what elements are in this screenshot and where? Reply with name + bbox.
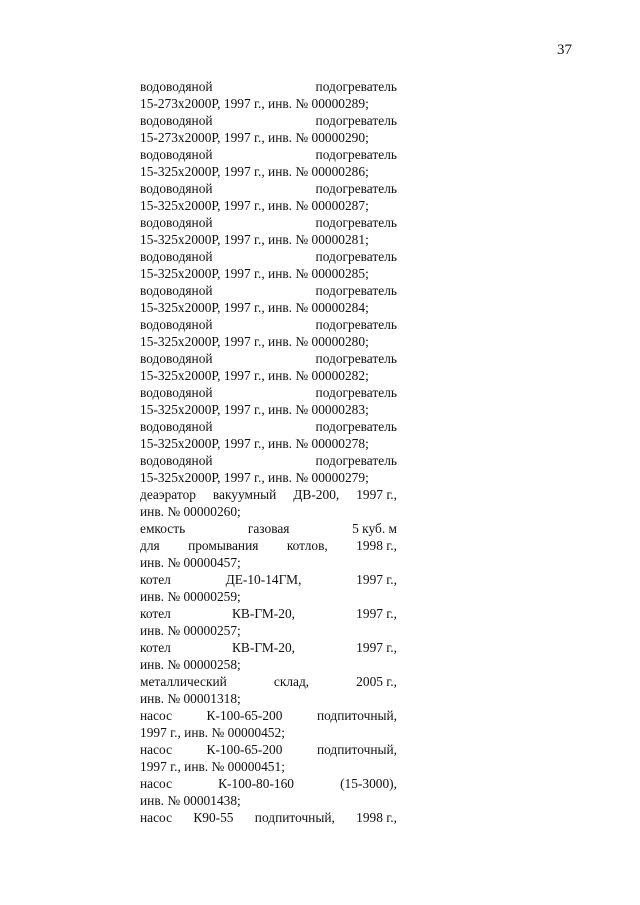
- entry-word: водоводяной: [140, 317, 213, 332]
- entry-last-line: инв. № 00001438;: [140, 793, 241, 808]
- entry-justified-line: [140, 282, 397, 299]
- entry-word: металлический: [140, 674, 227, 689]
- entry-word: подогреватель: [315, 419, 397, 434]
- entry-word: подпиточный,: [254, 810, 335, 825]
- entry-last-line: инв. № 00000260;: [140, 504, 241, 519]
- inventory-entry: [140, 78, 397, 112]
- entry-word: 1997 г.,: [356, 487, 397, 502]
- inventory-entry: [140, 571, 397, 605]
- entry-word: деаэратор: [140, 487, 196, 502]
- inventory-entry: [140, 350, 397, 384]
- entry-last-line: инв. № 00000257;: [140, 623, 241, 638]
- entry-last-line: инв. № 00001318;: [140, 691, 241, 706]
- inventory-entry: [140, 605, 397, 639]
- entry-justified-line: [140, 146, 397, 163]
- entry-word: водоводяной: [140, 113, 213, 128]
- entry-last-line: инв. № 00000457;: [140, 555, 241, 570]
- entry-last-line: инв. № 00000259;: [140, 589, 241, 604]
- inventory-list: [140, 78, 397, 826]
- entry-word: водоводяной: [140, 385, 213, 400]
- entry-last-line: 15-325х2000Р, 1997 г., инв. № 00000284;: [140, 300, 369, 315]
- entry-word: 2005 г.,: [356, 674, 397, 689]
- entry-word: 1997 г.,: [356, 572, 397, 587]
- entry-word: 5 куб. м: [352, 521, 397, 536]
- entry-justified-line: [140, 316, 397, 333]
- entry-justified-line: [140, 384, 397, 401]
- inventory-entry: [140, 809, 397, 826]
- entry-word: К-100-65-200: [206, 708, 283, 723]
- entry-word: ДЕ-10-14ГМ,: [225, 572, 302, 587]
- entry-word: подпиточный,: [316, 742, 397, 757]
- entry-word: емкость: [140, 521, 186, 536]
- page-number: 37: [557, 42, 572, 58]
- entry-word: 1998 г.,: [356, 810, 397, 825]
- inventory-entry: [140, 520, 397, 571]
- entry-word: 1997 г.,: [356, 606, 397, 621]
- entry-justified-line: [140, 486, 397, 503]
- entry-word: водоводяной: [140, 181, 213, 196]
- entry-justified-line: [140, 775, 397, 792]
- entry-word: водоводяной: [140, 351, 213, 366]
- entry-word: подогреватель: [315, 385, 397, 400]
- entry-word: К-100-80-160: [218, 776, 294, 791]
- inventory-entry: [140, 384, 397, 418]
- inventory-entry: [140, 316, 397, 350]
- entry-word: водоводяной: [140, 283, 213, 298]
- inventory-entry: [140, 775, 397, 809]
- entry-justified-line: [140, 673, 397, 690]
- entry-justified-line: [140, 350, 397, 367]
- entry-word: 1998 г.,: [356, 538, 397, 553]
- entry-justified-line: [140, 78, 397, 95]
- entry-word: насос: [140, 776, 173, 791]
- entry-word: подогреватель: [315, 147, 397, 162]
- entry-justified-line: [140, 571, 397, 588]
- entry-word: подогреватель: [315, 79, 397, 94]
- entry-word: К90-55: [193, 810, 234, 825]
- entry-last-line: 15-325х2000Р, 1997 г., инв. № 00000280;: [140, 334, 369, 349]
- entry-word: 1997 г.,: [356, 640, 397, 655]
- entry-last-line: 1997 г., инв. № 00000452;: [140, 725, 285, 740]
- entry-word: водоводяной: [140, 249, 213, 264]
- entry-word: насос: [140, 742, 173, 757]
- entry-word: подогреватель: [315, 215, 397, 230]
- entry-word: (15-3000),: [340, 776, 397, 791]
- entry-justified-line: [140, 639, 397, 656]
- entry-last-line: 15-325х2000Р, 1997 г., инв. № 00000283;: [140, 402, 369, 417]
- entry-justified-line: [140, 418, 397, 435]
- entry-word: котел: [140, 606, 171, 621]
- entry-word: водоводяной: [140, 147, 213, 162]
- inventory-entry: [140, 282, 397, 316]
- entry-justified-line: [140, 180, 397, 197]
- entry-word: подогреватель: [315, 249, 397, 264]
- entry-last-line: 15-273х2000Р, 1997 г., инв. № 00000289;: [140, 96, 369, 111]
- entry-word: газовая: [247, 521, 290, 536]
- inventory-entry: [140, 639, 397, 673]
- inventory-entry: [140, 112, 397, 146]
- entry-word: подогреватель: [315, 351, 397, 366]
- entry-last-line: 15-325х2000Р, 1997 г., инв. № 00000286;: [140, 164, 369, 179]
- entry-word: К-100-65-200: [206, 742, 283, 757]
- inventory-entry: [140, 452, 397, 486]
- entry-justified-line: [140, 537, 397, 554]
- entry-justified-line: [140, 214, 397, 231]
- entry-word: подогреватель: [315, 283, 397, 298]
- entry-word: промывания: [188, 538, 259, 553]
- entry-last-line: 15-273х2000Р, 1997 г., инв. № 00000290;: [140, 130, 369, 145]
- entry-justified-line: [140, 520, 397, 537]
- entry-word: котел: [140, 640, 171, 655]
- inventory-entry: [140, 214, 397, 248]
- inventory-entry: [140, 418, 397, 452]
- entry-word: вакуумный: [212, 487, 277, 502]
- entry-word: подогреватель: [315, 453, 397, 468]
- entry-last-line: инв. № 00000258;: [140, 657, 241, 672]
- entry-justified-line: [140, 707, 397, 724]
- entry-word: водоводяной: [140, 419, 213, 434]
- entry-word: подогреватель: [315, 317, 397, 332]
- entry-last-line: 15-325х2000Р, 1997 г., инв. № 00000285;: [140, 266, 369, 281]
- entry-last-line: 15-325х2000Р, 1997 г., инв. № 00000279;: [140, 470, 369, 485]
- entry-last-line: 15-325х2000Р, 1997 г., инв. № 00000278;: [140, 436, 369, 451]
- entry-word: КВ-ГМ-20,: [232, 640, 295, 655]
- entry-last-line: 15-325х2000Р, 1997 г., инв. № 00000282;: [140, 368, 369, 383]
- entry-word: КВ-ГМ-20,: [232, 606, 295, 621]
- entry-word: склад,: [273, 674, 310, 689]
- entry-justified-line: [140, 248, 397, 265]
- entry-last-line: 15-325х2000Р, 1997 г., инв. № 00000281;: [140, 232, 369, 247]
- entry-justified-line: [140, 741, 397, 758]
- inventory-entry: [140, 180, 397, 214]
- inventory-entry: [140, 741, 397, 775]
- entry-word: ДВ-200,: [293, 487, 340, 502]
- entry-word: насос: [140, 708, 173, 723]
- inventory-entry: [140, 248, 397, 282]
- entry-word: подпиточный,: [316, 708, 397, 723]
- inventory-entry: [140, 673, 397, 707]
- entry-word: водоводяной: [140, 453, 213, 468]
- entry-word: подогреватель: [315, 113, 397, 128]
- entry-word: водоводяной: [140, 79, 213, 94]
- entry-word: насос: [140, 810, 173, 825]
- entry-word: котел: [140, 572, 171, 587]
- entry-justified-line: [140, 809, 397, 826]
- entry-word: водоводяной: [140, 215, 213, 230]
- entry-word: подогреватель: [315, 181, 397, 196]
- entry-word: для: [140, 538, 160, 553]
- inventory-entry: [140, 707, 397, 741]
- inventory-entry: [140, 146, 397, 180]
- inventory-entry: [140, 486, 397, 520]
- entry-justified-line: [140, 112, 397, 129]
- entry-last-line: 15-325х2000Р, 1997 г., инв. № 00000287;: [140, 198, 369, 213]
- entry-justified-line: [140, 605, 397, 622]
- entry-last-line: 1997 г., инв. № 00000451;: [140, 759, 285, 774]
- entry-word: котлов,: [286, 538, 328, 553]
- entry-justified-line: [140, 452, 397, 469]
